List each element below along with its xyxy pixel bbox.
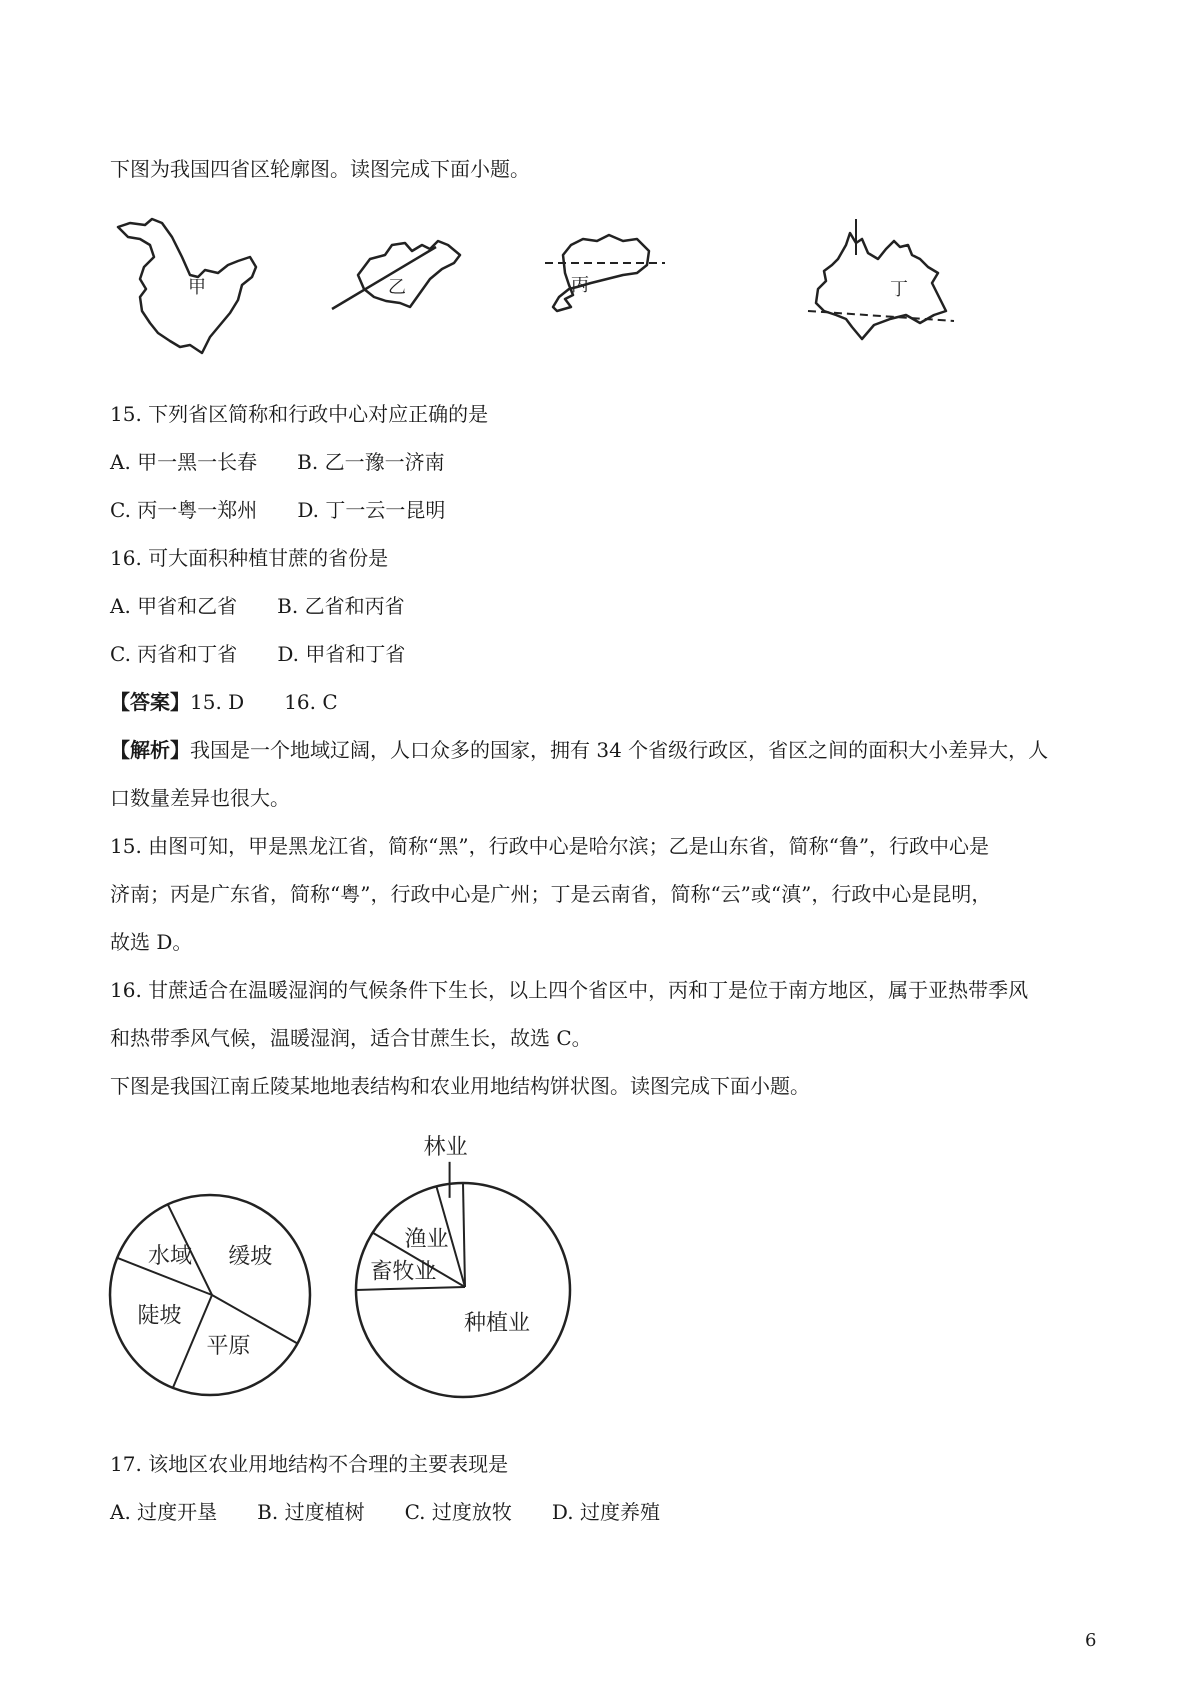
pie-2-label-3: 渔业 xyxy=(404,1226,449,1252)
pie-2-label-4: 林业 xyxy=(423,1134,468,1160)
pie-2-slice-2-edge xyxy=(356,1287,465,1290)
province-map-yi xyxy=(330,215,470,370)
q16-stem: 16. 可大面积种植甘蔗的省份是 xyxy=(110,546,389,570)
q15-option-b[interactable]: B. 乙一豫一济南 xyxy=(297,450,445,474)
analysis-line-2: 口数量差异也很大。 xyxy=(110,786,290,810)
intro-text-2: 下图是我国江南丘陵某地地表结构和农业用地结构饼状图。读图完成下面小题。 xyxy=(110,1074,810,1098)
pie-1-label-4: 水域 xyxy=(148,1244,193,1270)
page-number: 6 xyxy=(1085,1630,1097,1651)
q17-options xyxy=(110,1498,1100,1526)
q17-option-b[interactable]: B. 过度植树 xyxy=(257,1500,365,1524)
province-map-jia xyxy=(110,215,270,370)
answer-text: 15. D 16. C xyxy=(190,690,338,714)
q15-options-row1 xyxy=(110,448,1100,476)
answer-line xyxy=(110,688,1100,716)
map-label-bing: 丙 xyxy=(571,275,589,296)
q16-options-row1 xyxy=(110,592,1100,620)
province-map-ding xyxy=(808,215,958,370)
answer-tag: 【答案】 xyxy=(110,690,190,714)
analysis-q15-line-2: 济南；丙是广东省，简称“粤”，行政中心是广州；丁是云南省，简称“云”或“滇”，行政中心是昆明， xyxy=(110,882,992,906)
pie-2-slice-1-edge xyxy=(463,1183,465,1287)
q15-option-c[interactable]: C. 丙一粤一郑州 xyxy=(110,498,258,522)
analysis-q16-line-1: 16. 甘蔗适合在温暖湿润的气候条件下生长，以上四个省区中，丙和丁是位于南方地区，属于亚热带季风 xyxy=(110,978,1029,1002)
province-map-bing xyxy=(545,215,675,370)
q17-stem: 17. 该地区农业用地结构不合理的主要表现是 xyxy=(110,1452,509,1476)
pie-2-label-1: 种植业 xyxy=(464,1311,531,1337)
analysis-q15-line-1: 15. 由图可知，甲是黑龙江省，简称“黑”，行政中心是哈尔滨；乙是山东省，简称“鲁”，行政中心是 xyxy=(110,834,990,858)
q16-option-b[interactable]: B. 乙省和丙省 xyxy=(277,594,405,618)
map-label-ding: 丁 xyxy=(890,279,908,300)
q17-option-a[interactable]: A. 过度开垦 xyxy=(110,1500,218,1524)
intro-text-1: 下图为我国四省区轮廓图。读图完成下面小题。 xyxy=(110,157,530,181)
pie-charts-svg xyxy=(108,1100,668,1420)
q15-stem: 15. 下列省区简称和行政中心对应正确的是 xyxy=(110,402,489,426)
q17-option-c[interactable]: C. 过度放牧 xyxy=(404,1500,512,1524)
analysis-tag: 【解析】 xyxy=(110,738,190,762)
pie-1-label-3: 陡坡 xyxy=(137,1303,182,1329)
q16-options-row2 xyxy=(110,640,1100,668)
map-label-jia: 甲 xyxy=(188,277,206,298)
map-label-yi: 乙 xyxy=(388,277,406,298)
q16-option-c[interactable]: C. 丙省和丁省 xyxy=(110,642,238,666)
q15-option-d[interactable]: D. 丁一云一昆明 xyxy=(297,498,446,522)
pie-charts-figure xyxy=(108,1100,668,1420)
pie-1-label-1: 缓坡 xyxy=(228,1244,273,1270)
q15-option-a[interactable]: A. 甲一黑一长春 xyxy=(110,450,258,474)
q16-option-a[interactable]: A. 甲省和乙省 xyxy=(110,594,238,618)
pie-1 xyxy=(110,1195,310,1395)
q17-option-d[interactable]: D. 过度养殖 xyxy=(551,1500,660,1524)
q15-options-row2 xyxy=(110,496,1100,524)
q16-option-d[interactable]: D. 甲省和丁省 xyxy=(277,642,406,666)
pie-2-label-2: 畜牧业 xyxy=(370,1259,437,1285)
analysis-line-1 xyxy=(110,736,1100,764)
analysis-q15-line-3: 故选 D。 xyxy=(110,930,193,954)
analysis-text-1: 我国是一个地域辽阔，人口众多的国家，拥有 34 个省级行政区，省区之间的面积大小差异大，人 xyxy=(190,738,1049,762)
pie-1-label-2: 平原 xyxy=(206,1333,251,1359)
analysis-q16-line-2: 和热带季风气候，温暖湿润，适合甘蔗生长，故选 C。 xyxy=(110,1026,592,1050)
pie-2 xyxy=(356,1135,570,1397)
